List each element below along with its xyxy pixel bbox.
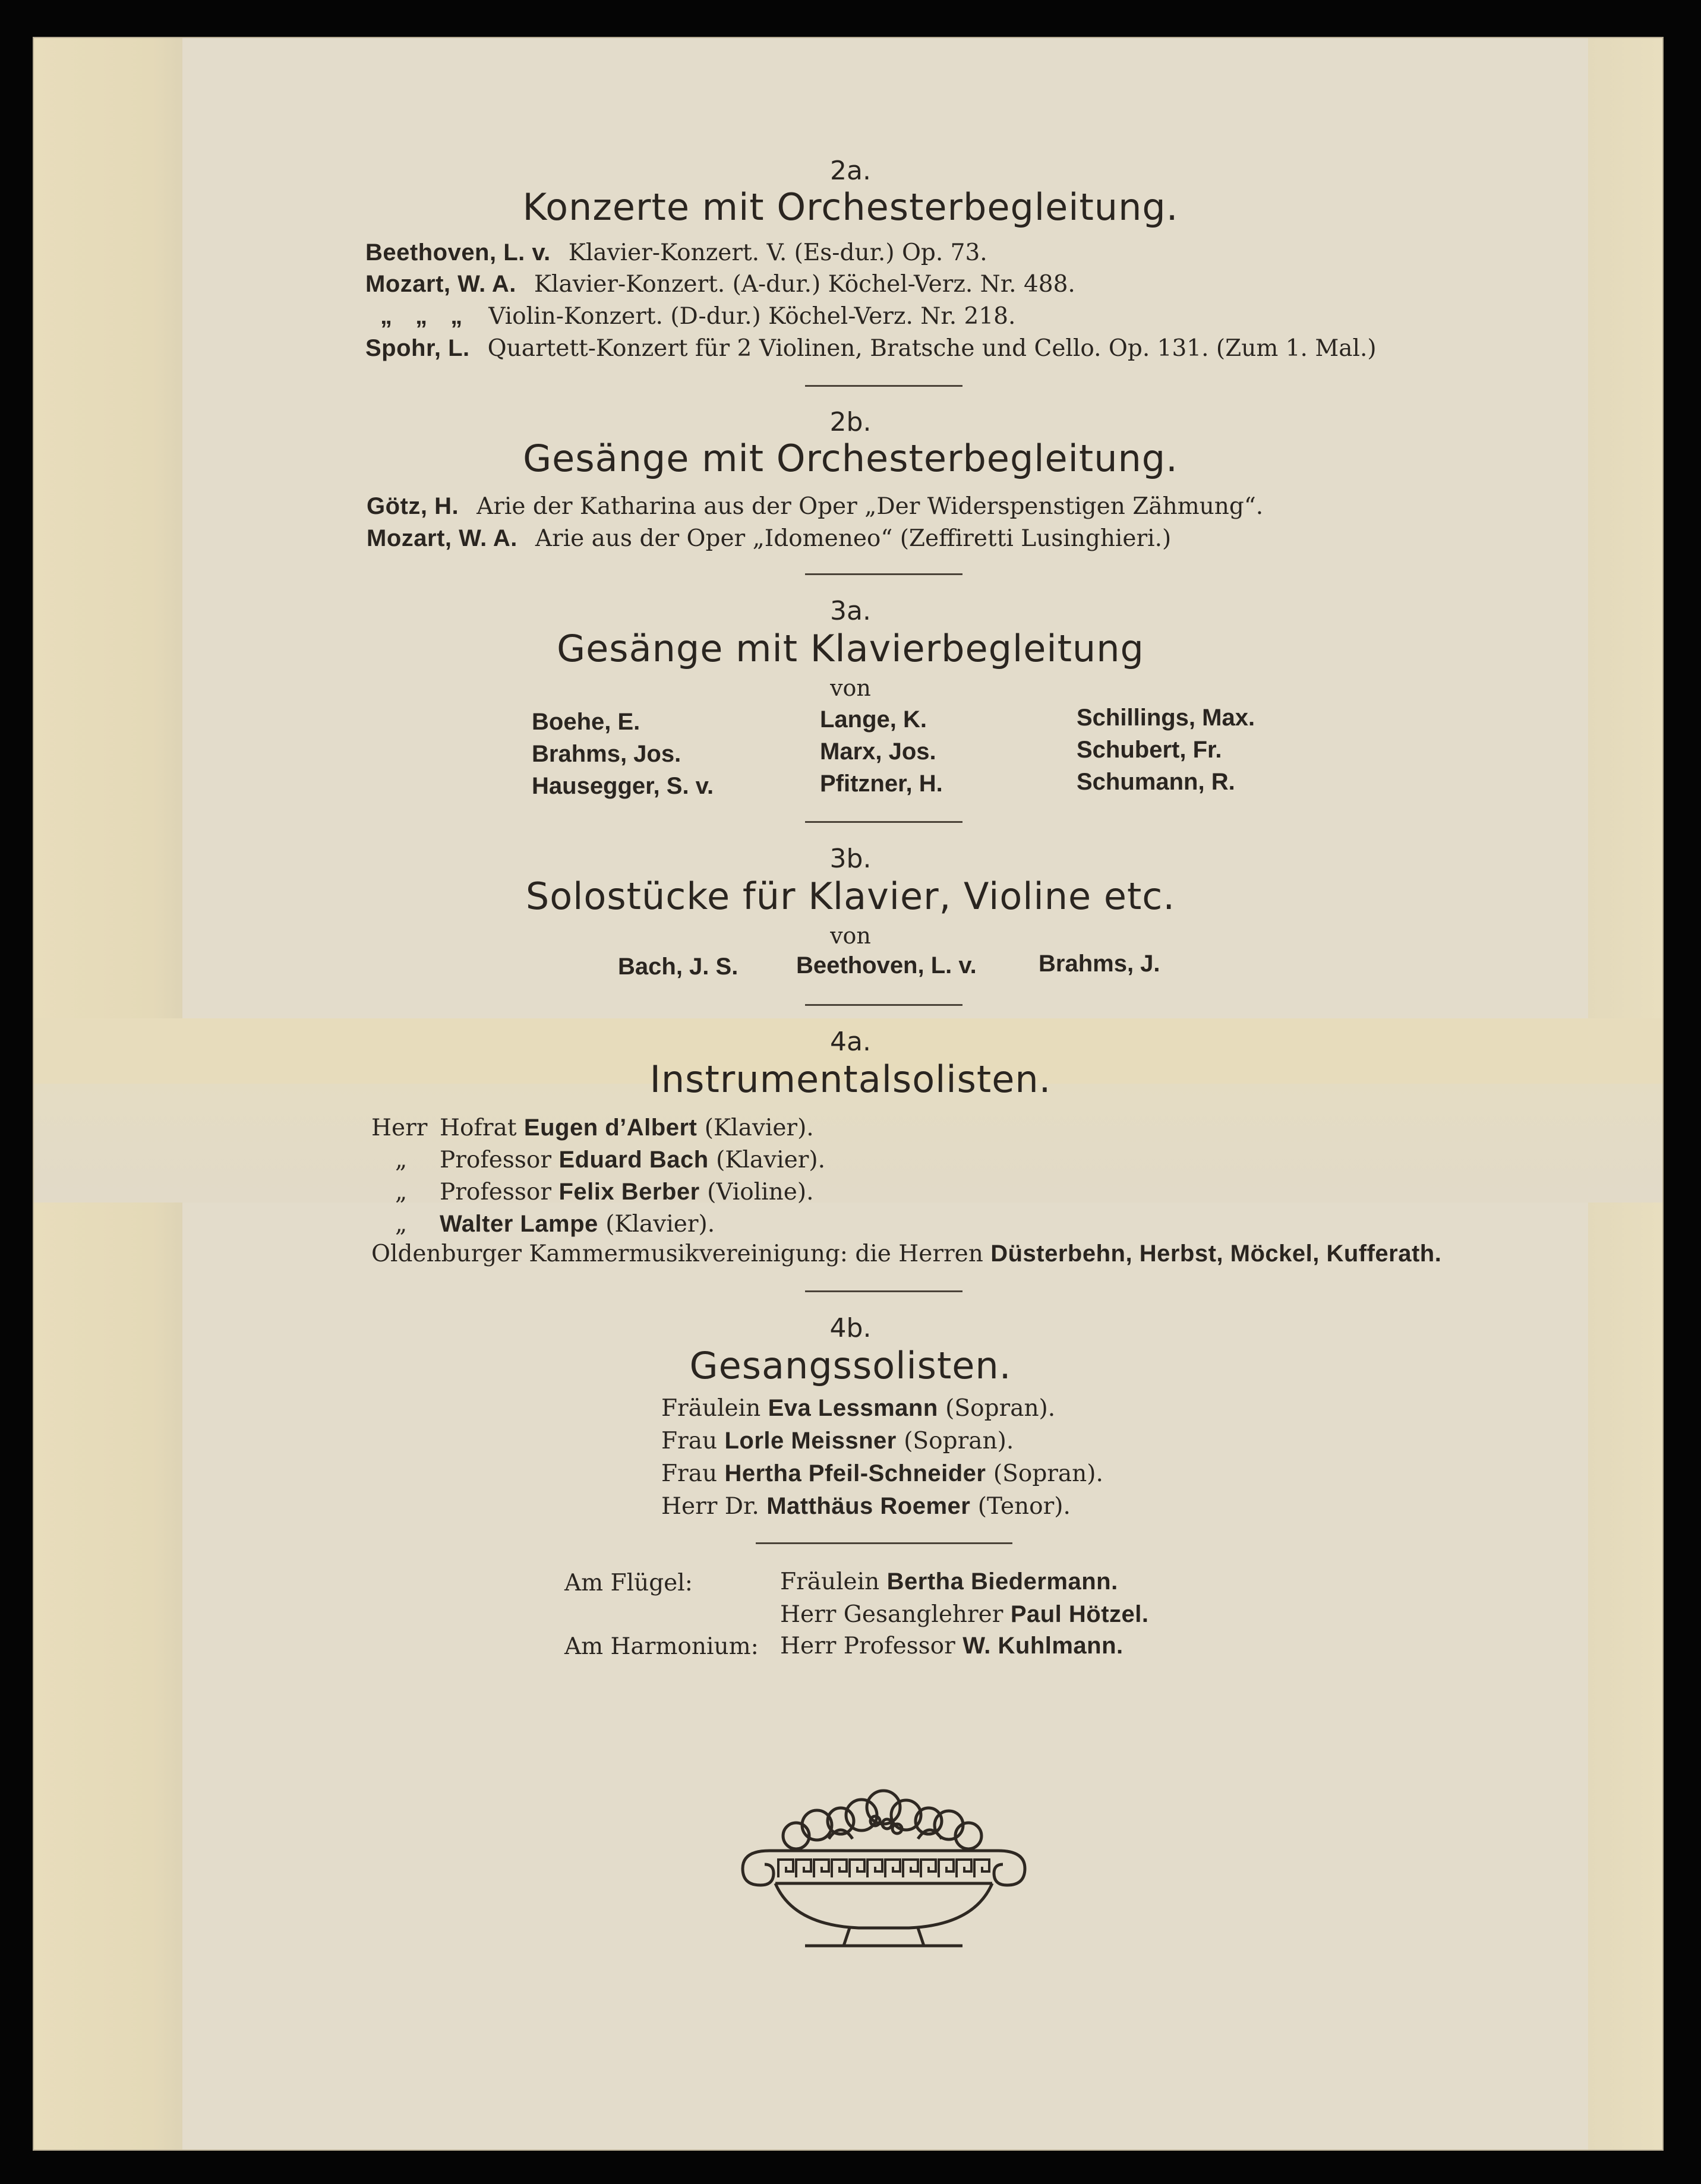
singer-prefix: Herr Dr.: [661, 1493, 759, 1520]
ensemble-members: Düsterbehn, Herbst, Möckel, Kufferath.: [990, 1241, 1442, 1267]
accompanist-prefix: Fräulein: [780, 1568, 880, 1595]
section-divider: [805, 1290, 962, 1292]
work-title: Violin-Konzert. (D-dur.) Köchel-Verz. Nr. 218.: [488, 303, 1016, 330]
section-label: 2a.: [830, 156, 871, 186]
singer-row: [661, 1494, 1071, 1518]
paper-fold-band-shadow: [34, 1084, 1662, 1203]
accompanist-prefix: Herr Gesanglehrer: [780, 1601, 1003, 1628]
soloist-title: Professor: [440, 1179, 552, 1205]
composer-name: Mozart, W. A.: [367, 525, 517, 551]
accompanist-row: [780, 1570, 1118, 1593]
section-divider: [805, 1004, 962, 1006]
soloist-prefix: Herr: [371, 1115, 428, 1141]
work-title: Klavier-Konzert. V. (Es-dur.) Op. 73.: [568, 239, 987, 266]
singer-voice: (Sopran).: [993, 1460, 1103, 1487]
section-heading: Konzerte mit Orchesterbegleitung.: [522, 185, 1179, 229]
accompanist-name: W. Kuhlmann.: [962, 1633, 1124, 1659]
section-heading: Gesänge mit Orchesterbegleitung.: [523, 437, 1178, 480]
section-heading: Solostücke für Klavier, Violine etc.: [525, 875, 1176, 918]
composer-name: Schillings, Max.: [1077, 705, 1255, 731]
ensemble-row: [371, 1242, 1441, 1265]
von-label: von: [830, 675, 871, 701]
composer-name: Hausegger, S. v.: [532, 773, 714, 799]
ditto-marks: „ „ „: [380, 303, 471, 329]
composer-name: Lange, K.: [820, 706, 927, 733]
soloist-title: Professor: [440, 1147, 552, 1173]
singer-voice: (Sopran).: [904, 1428, 1014, 1454]
soloist-instrument: (Violine).: [707, 1179, 814, 1205]
soloist-instrument: (Klavier).: [605, 1211, 715, 1238]
work-title: Arie der Katharina aus der Oper „Der Widerspenstigen Zähmung“.: [476, 493, 1264, 520]
program-row: [365, 336, 1377, 360]
section-label: 3a.: [830, 596, 871, 626]
section-divider: [805, 385, 962, 387]
singer-name: Hertha Pfeil-Schneider: [724, 1460, 986, 1486]
section-divider: [805, 821, 962, 823]
accompanist-name: Paul Hötzel.: [1010, 1601, 1149, 1627]
composer-name: Schubert, Fr.: [1077, 737, 1222, 763]
composer-name: Beethoven, L. v.: [365, 239, 551, 266]
singer-row: [661, 1429, 1014, 1453]
singer-row: [661, 1396, 1055, 1420]
singer-prefix: Frau: [661, 1460, 718, 1487]
composer-name: Mozart, W. A.: [365, 271, 516, 297]
soloist-prefix: „: [395, 1179, 408, 1205]
soloist-prefix: „: [395, 1147, 408, 1173]
composer-name: Schumann, R.: [1077, 769, 1235, 795]
singer-name: Lorle Meissner: [724, 1428, 897, 1454]
soloist-row: [371, 1116, 814, 1140]
composer-name: Spohr, L.: [365, 335, 470, 361]
singer-voice: (Sopran).: [945, 1395, 1056, 1422]
singer-prefix: Frau: [661, 1428, 718, 1454]
von-label: von: [830, 923, 871, 949]
soloist-name: Eduard Bach: [558, 1147, 709, 1173]
work-title: Klavier-Konzert. (A-dur.) Köchel-Verz. Nr. 488.: [534, 271, 1075, 298]
composer-name: Marx, Jos.: [820, 738, 936, 765]
composer-name: Bach, J. S.: [618, 954, 739, 980]
work-title: Arie aus der Oper „Idomeneo“ (Zeffiretti Lusinghieri.): [535, 525, 1172, 552]
work-title: Quartett-Konzert für 2 Violinen, Bratsche und Cello. Op. 131. (Zum 1. Mal.): [487, 335, 1377, 362]
accompanist-row: [780, 1602, 1149, 1626]
section-divider: [805, 573, 962, 575]
fruit-bowl-icon: [728, 1788, 1040, 1952]
soloist-row: [395, 1180, 813, 1204]
section-divider: [756, 1542, 1012, 1544]
accompanist-prefix: Herr Professor: [780, 1633, 955, 1659]
section-heading: Gesangssolisten.: [689, 1344, 1012, 1387]
harmonium-label: Am Harmonium:: [564, 1633, 759, 1660]
accompanist-row: [780, 1634, 1124, 1658]
composer-name: Brahms, J.: [1039, 951, 1160, 977]
ensemble-text: Oldenburger Kammermusikvereinigung: die Herren: [371, 1241, 983, 1267]
soloist-instrument: (Klavier).: [716, 1147, 825, 1173]
composer-name: Beethoven, L. v.: [796, 952, 977, 979]
soloist-name: Felix Berber: [558, 1179, 700, 1205]
accompanist-name: Bertha Biedermann.: [886, 1568, 1118, 1595]
section-label: 4a.: [830, 1027, 871, 1057]
composer-name: Götz, H.: [367, 493, 459, 519]
singer-name: Matthäus Roemer: [766, 1493, 971, 1519]
program-row: [365, 241, 987, 264]
section-heading: Instrumentalsolisten.: [649, 1058, 1052, 1101]
soloist-name: Eugen d’Albert: [523, 1115, 698, 1141]
fluegel-label: Am Flügel:: [564, 1570, 693, 1596]
program-row: [365, 272, 1075, 296]
section-label: 3b.: [829, 844, 872, 874]
soloist-row: [395, 1148, 825, 1172]
singer-row: [661, 1462, 1103, 1485]
singer-name: Eva Lessmann: [768, 1395, 938, 1421]
composer-name: Boehe, E.: [532, 709, 640, 735]
singer-prefix: Fräulein: [661, 1395, 761, 1422]
singer-voice: (Tenor).: [977, 1493, 1071, 1520]
soloist-name: Walter Lampe: [440, 1211, 598, 1237]
composer-name: Brahms, Jos.: [532, 741, 681, 767]
soloist-title: Hofrat: [440, 1115, 517, 1141]
composer-name: Pfitzner, H.: [820, 771, 943, 797]
soloist-instrument: (Klavier).: [704, 1115, 814, 1141]
section-label: 4b.: [829, 1313, 872, 1343]
section-heading: Gesänge mit Klavierbegleitung: [557, 627, 1144, 670]
program-row: [367, 526, 1171, 550]
program-row: [367, 494, 1263, 518]
soloist-row: [395, 1212, 715, 1236]
program-row: [380, 304, 1015, 328]
section-label: 2b.: [829, 407, 872, 437]
soloist-prefix: „: [395, 1211, 408, 1238]
